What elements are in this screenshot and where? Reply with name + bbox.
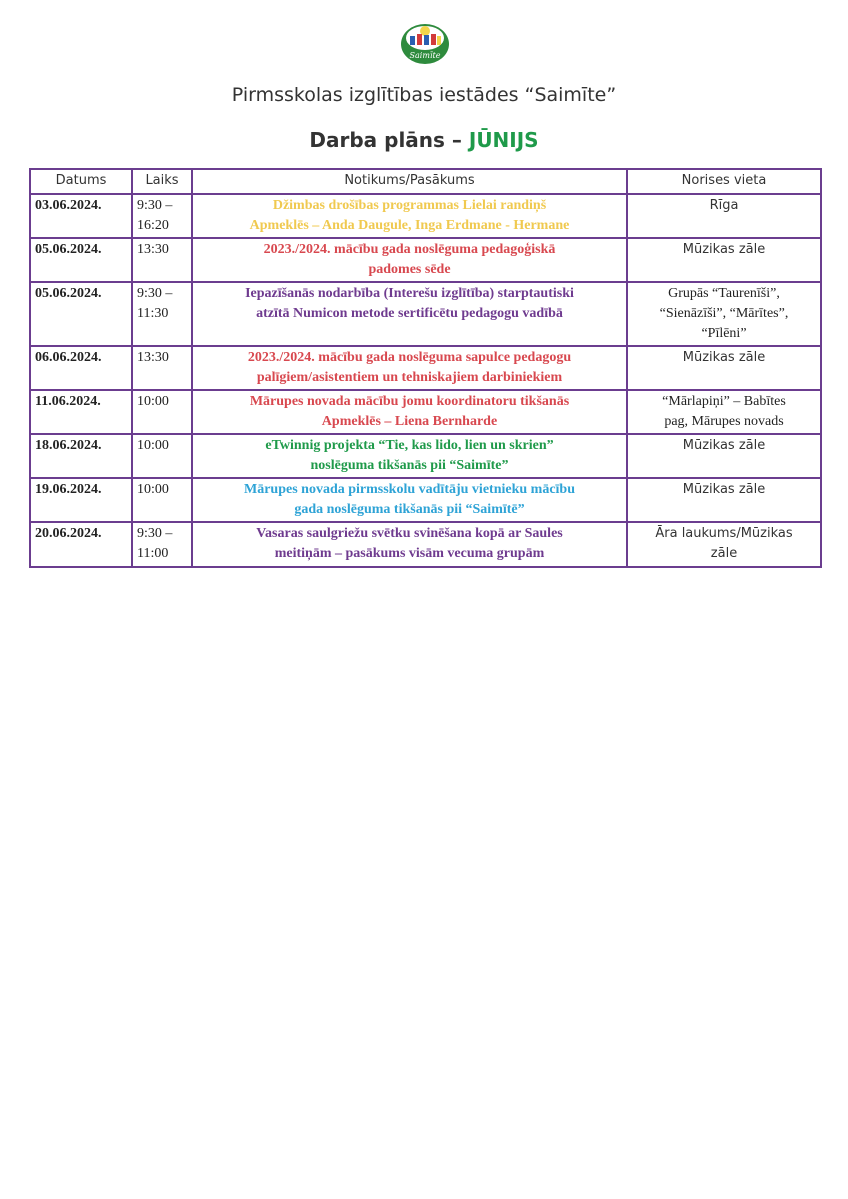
- event-description: [192, 522, 627, 567]
- column-header-event: Notikums/Pasākums: [192, 169, 627, 194]
- table-body: [30, 194, 821, 567]
- table-header-row: [30, 169, 821, 194]
- event-line: meitiņām – pasākums visām vecuma grupām: [274, 546, 545, 561]
- work-plan-table: [29, 168, 822, 568]
- event-venue: Rīga: [627, 194, 821, 238]
- event-time: 10:00: [132, 434, 192, 478]
- table-row: [30, 434, 821, 478]
- event-line: padomes sēde: [368, 262, 451, 277]
- column-header-date: Datums: [30, 169, 132, 194]
- event-date: 05.06.2024.: [30, 282, 132, 346]
- event-venue: Grupās “Taurenīši”, “Sienāzīši”, “Mārītes”, “Pīlēni”: [627, 282, 821, 346]
- logo-emblem: [399, 22, 451, 66]
- event-line: Vasaras saulgriežu svētku svinēšana kopā ar Saules: [256, 526, 563, 541]
- event-time: 9:30 – 11:30: [132, 282, 192, 346]
- event-date: 06.06.2024.: [30, 346, 132, 390]
- logo-caption: Saimīte: [409, 51, 441, 60]
- event-venue: Mūzikas zāle: [627, 478, 821, 522]
- event-line: 2023./2024. mācību gada noslēguma sapulce pedagogu: [247, 350, 572, 365]
- event-line: gada noslēguma tikšanās pii “Saimītē”: [294, 502, 525, 517]
- event-venue: Mūzikas zāle: [627, 238, 821, 282]
- table-row: [30, 194, 821, 238]
- event-line: Mārupes novada mācību jomu koordinatoru tikšanās: [249, 394, 570, 409]
- event-date: 05.06.2024.: [30, 238, 132, 282]
- event-description: [192, 346, 627, 390]
- event-description: [192, 238, 627, 282]
- event-line: Džimbas drošības programmas Lielai randiņš: [272, 198, 547, 213]
- event-description: [192, 478, 627, 522]
- event-venue: Mūzikas zāle: [627, 434, 821, 478]
- column-header-time: Laiks: [132, 169, 192, 194]
- event-venue: Mūzikas zāle: [627, 346, 821, 390]
- plan-title: [0, 128, 848, 152]
- event-date: 18.06.2024.: [30, 434, 132, 478]
- event-date: 19.06.2024.: [30, 478, 132, 522]
- event-venue: Āra laukums/Mūzikas zāle: [627, 522, 821, 567]
- event-line: 2023./2024. mācību gada noslēguma pedagoģiskā: [263, 242, 556, 257]
- table-row: [30, 346, 821, 390]
- event-time: 10:00: [132, 390, 192, 434]
- event-time: 13:30: [132, 346, 192, 390]
- column-header-venue: Norises vieta: [627, 169, 821, 194]
- event-venue: “Mārlapiņi” – Babītes pag, Mārupes novads: [627, 390, 821, 434]
- event-time: 10:00: [132, 478, 192, 522]
- event-line: Apmeklēs – Liena Bernharde: [321, 414, 498, 429]
- event-time: 9:30 – 16:20: [132, 194, 192, 238]
- organization-name: Pirmsskolas izglītības iestādes “Saimīte”: [231, 84, 617, 106]
- event-line: palīgiem/asistentiem un tehniskajiem darbiniekiem: [256, 370, 563, 385]
- table-row: [30, 390, 821, 434]
- event-line: eTwinnig projekta “Tie, kas lido, lien un skrien”: [265, 438, 554, 453]
- event-line: Mārupes novada pirmsskolu vadītāju vietnieku mācību: [244, 482, 575, 497]
- event-line: Apmeklēs – Anda Daugule, Inga Erdmane - Hermane: [249, 218, 570, 233]
- event-time: 9:30 – 11:00: [132, 522, 192, 567]
- table-row: [30, 238, 821, 282]
- plan-title-prefix: Darba plāns –: [309, 128, 469, 152]
- event-description: [192, 282, 627, 346]
- event-line: Iepazīšanās nodarbība (Interešu izglītība) starptautiski: [245, 286, 574, 301]
- saimite-logo: [399, 22, 451, 66]
- event-date: 11.06.2024.: [30, 390, 132, 434]
- table-row: [30, 478, 821, 522]
- table-row: [30, 282, 821, 346]
- event-date: 03.06.2024.: [30, 194, 132, 238]
- event-line: atzītā Numicon metode sertificētu pedagogu vadībā: [256, 306, 563, 321]
- event-date: 20.06.2024.: [30, 522, 132, 567]
- plan-title-month: JŪNIJS: [468, 128, 539, 152]
- event-description: [192, 194, 627, 238]
- table-row: [30, 522, 821, 567]
- event-description: [192, 434, 627, 478]
- event-line: noslēguma tikšanās pii “Saimīte”: [310, 458, 509, 473]
- event-time: 13:30: [132, 238, 192, 282]
- event-description: [192, 390, 627, 434]
